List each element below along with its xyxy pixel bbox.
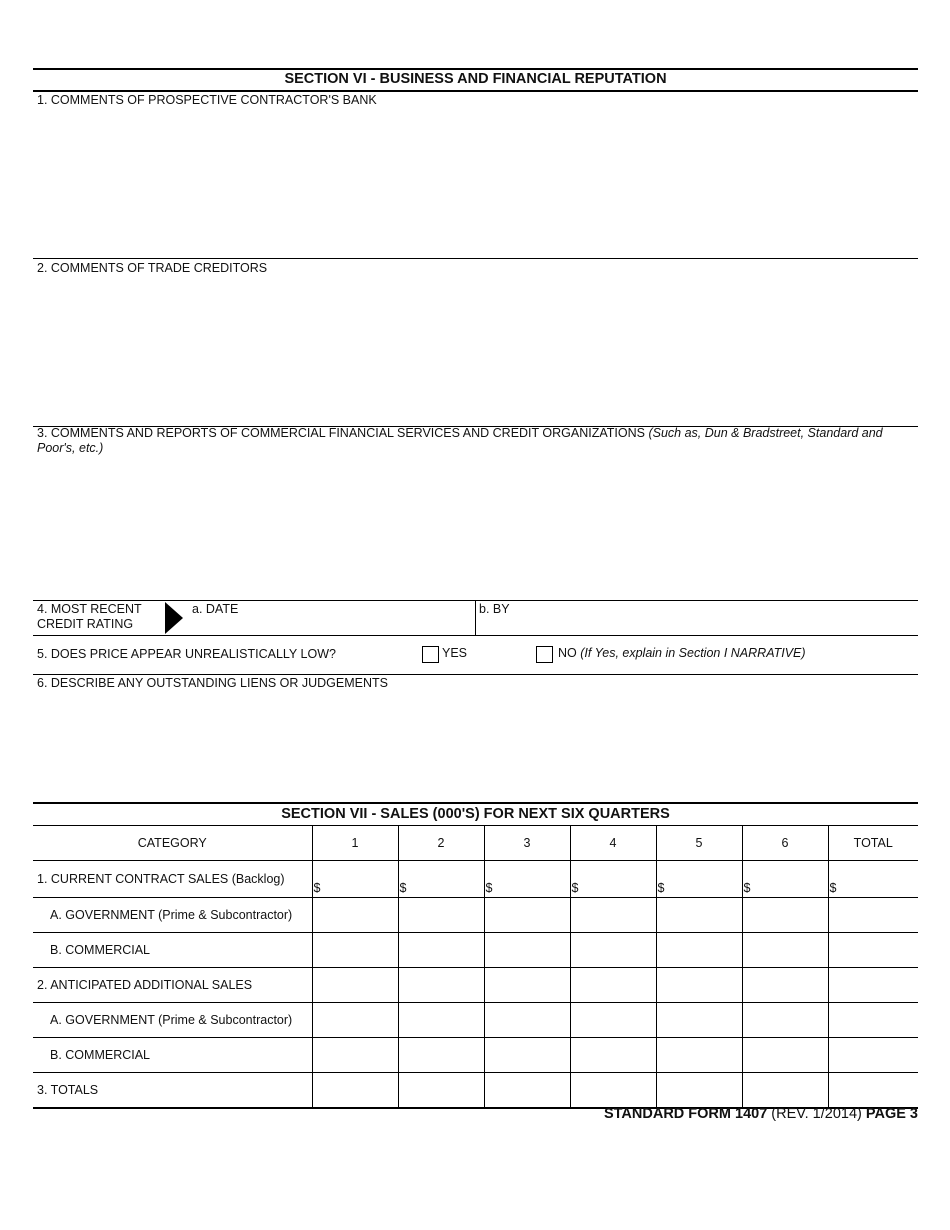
sales-cell[interactable] [484,933,570,968]
form-revision: (REV. 1/2014) [771,1106,862,1122]
trade-creditors-field[interactable] [33,278,918,426]
sales-cell[interactable] [656,1003,742,1038]
sales-cell[interactable] [570,898,656,933]
row-label-totals: 3. TOTALS [33,1073,312,1109]
arrow-right-icon [165,602,183,634]
total-cell[interactable] [828,1073,918,1109]
sales-cell[interactable]: $ [742,861,828,898]
total-cell[interactable] [828,1003,918,1038]
sales-cell[interactable] [742,1073,828,1109]
section-6-top-rule [33,68,918,70]
yes-label: YES [442,646,468,660]
column-header-category: CATEGORY [33,826,312,861]
sales-cell[interactable] [398,1003,484,1038]
credit-organizations-field[interactable] [33,460,918,600]
sales-cell[interactable] [312,968,398,1003]
sales-cell[interactable]: $ [570,861,656,898]
bank-comments-field[interactable] [33,110,918,258]
credit-rating-label-line2: CREDIT RATING [37,617,134,631]
column-header-q5: 5 [656,826,742,861]
sales-cell[interactable] [484,968,570,1003]
sales-cell[interactable] [656,933,742,968]
table-row [33,933,918,968]
column-header-q4: 4 [570,826,656,861]
sales-cell[interactable] [656,898,742,933]
total-cell[interactable] [828,898,918,933]
column-header-total: TOTAL [828,826,918,861]
sales-cell[interactable] [742,898,828,933]
sales-cell[interactable] [484,1003,570,1038]
sales-cell[interactable] [398,1073,484,1109]
sales-cell[interactable] [312,1038,398,1073]
sales-cell[interactable] [570,1073,656,1109]
sales-cell[interactable] [570,933,656,968]
liens-judgements-field[interactable] [33,694,918,800]
sales-cell[interactable] [570,968,656,1003]
table-row [33,1038,918,1073]
table-row [33,968,918,1003]
section-7-top-rule [33,802,918,804]
divider [33,674,918,675]
rating-by-field[interactable] [478,618,918,634]
sales-cell[interactable]: $ [398,861,484,898]
sales-cell[interactable] [312,1003,398,1038]
sales-cell[interactable] [484,1073,570,1109]
sales-cell[interactable] [484,898,570,933]
rating-date-field[interactable] [186,618,474,634]
sales-cell[interactable] [656,1073,742,1109]
yes-checkbox[interactable] [422,646,439,663]
sales-cell[interactable]: $ [656,861,742,898]
table-row [33,1003,918,1038]
no-label: NO (If Yes, explain in Section I NARRATIVE) [558,646,806,660]
sales-cell[interactable] [312,1073,398,1109]
section-6-title-rule [33,90,918,92]
section-7-title: SECTION VII - SALES (000'S) FOR NEXT SIX QUARTERS [281,806,670,822]
table-header-row [33,826,918,861]
sales-cell[interactable] [742,933,828,968]
form-name: STANDARD FORM 1407 [603,1106,768,1122]
row-label-government: A. GOVERNMENT (Prime & Subcontractor) [33,898,312,933]
divider [475,600,476,635]
sales-cell[interactable] [398,898,484,933]
column-header-q2: 2 [398,826,484,861]
price-low-question: 5. DOES PRICE APPEAR UNREALISTICALLY LOW? [37,647,336,661]
sales-cell[interactable] [742,968,828,1003]
row-label-commercial: B. COMMERCIAL [33,1038,312,1073]
sales-cell[interactable] [312,898,398,933]
sales-cell[interactable]: $ [484,861,570,898]
sales-cell[interactable] [742,1003,828,1038]
section-6-title: SECTION VI - BUSINESS AND FINANCIAL REPUTATION [284,71,667,87]
table-row [33,861,918,898]
row-label-current-contract-sales: 1. CURRENT CONTRACT SALES (Backlog) [33,861,312,898]
divider [33,258,918,259]
total-cell[interactable] [828,1038,918,1073]
sales-cell[interactable] [398,968,484,1003]
total-cell[interactable] [828,933,918,968]
row-label-anticipated-sales: 2. ANTICIPATED ADDITIONAL SALES [33,968,312,1003]
sales-cell[interactable] [312,933,398,968]
page-number: PAGE 3 [865,1106,918,1122]
divider [33,635,918,636]
sales-cell[interactable] [742,1038,828,1073]
trade-creditors-label: 2. COMMENTS OF TRADE CREDITORS [37,261,268,275]
total-cell[interactable]: $ [828,861,918,898]
rating-by-label: b. BY [479,602,510,616]
sales-cell[interactable] [398,1038,484,1073]
credit-rating-label-line1: 4. MOST RECENT [37,602,142,616]
sales-cell[interactable] [656,1038,742,1073]
row-label-commercial: B. COMMERCIAL [33,933,312,968]
sales-cell[interactable] [484,1038,570,1073]
sales-cell[interactable] [398,933,484,968]
no-checkbox[interactable] [536,646,553,663]
table-row [33,1073,918,1109]
credit-organizations-label: 3. COMMENTS AND REPORTS OF COMMERCIAL FINANCIAL SERVICES AND CREDIT ORGANIZATIONS (Such as, Dun & Bradstreet, Standard and [37,426,883,440]
column-header-q3: 3 [484,826,570,861]
rating-date-label: a. DATE [192,602,239,616]
liens-judgements-label: 6. DESCRIBE ANY OUTSTANDING LIENS OR JUDGEMENTS [37,676,388,690]
sales-cell[interactable] [656,968,742,1003]
row-label-government: A. GOVERNMENT (Prime & Subcontractor) [33,1003,312,1038]
table-row [33,898,918,933]
sales-cell[interactable] [570,1038,656,1073]
credit-organizations-label-cont: Poor's, etc.) [37,441,104,455]
sales-cell[interactable] [570,1003,656,1038]
column-header-q1: 1 [312,826,398,861]
bank-comments-label: 1. COMMENTS OF PROSPECTIVE CONTRACTOR'S BANK [37,93,377,107]
sales-table [33,825,918,1109]
sales-cell[interactable]: $ [312,861,398,898]
total-cell[interactable] [828,968,918,1003]
form-footer [604,1106,918,1122]
column-header-q6: 6 [742,826,828,861]
